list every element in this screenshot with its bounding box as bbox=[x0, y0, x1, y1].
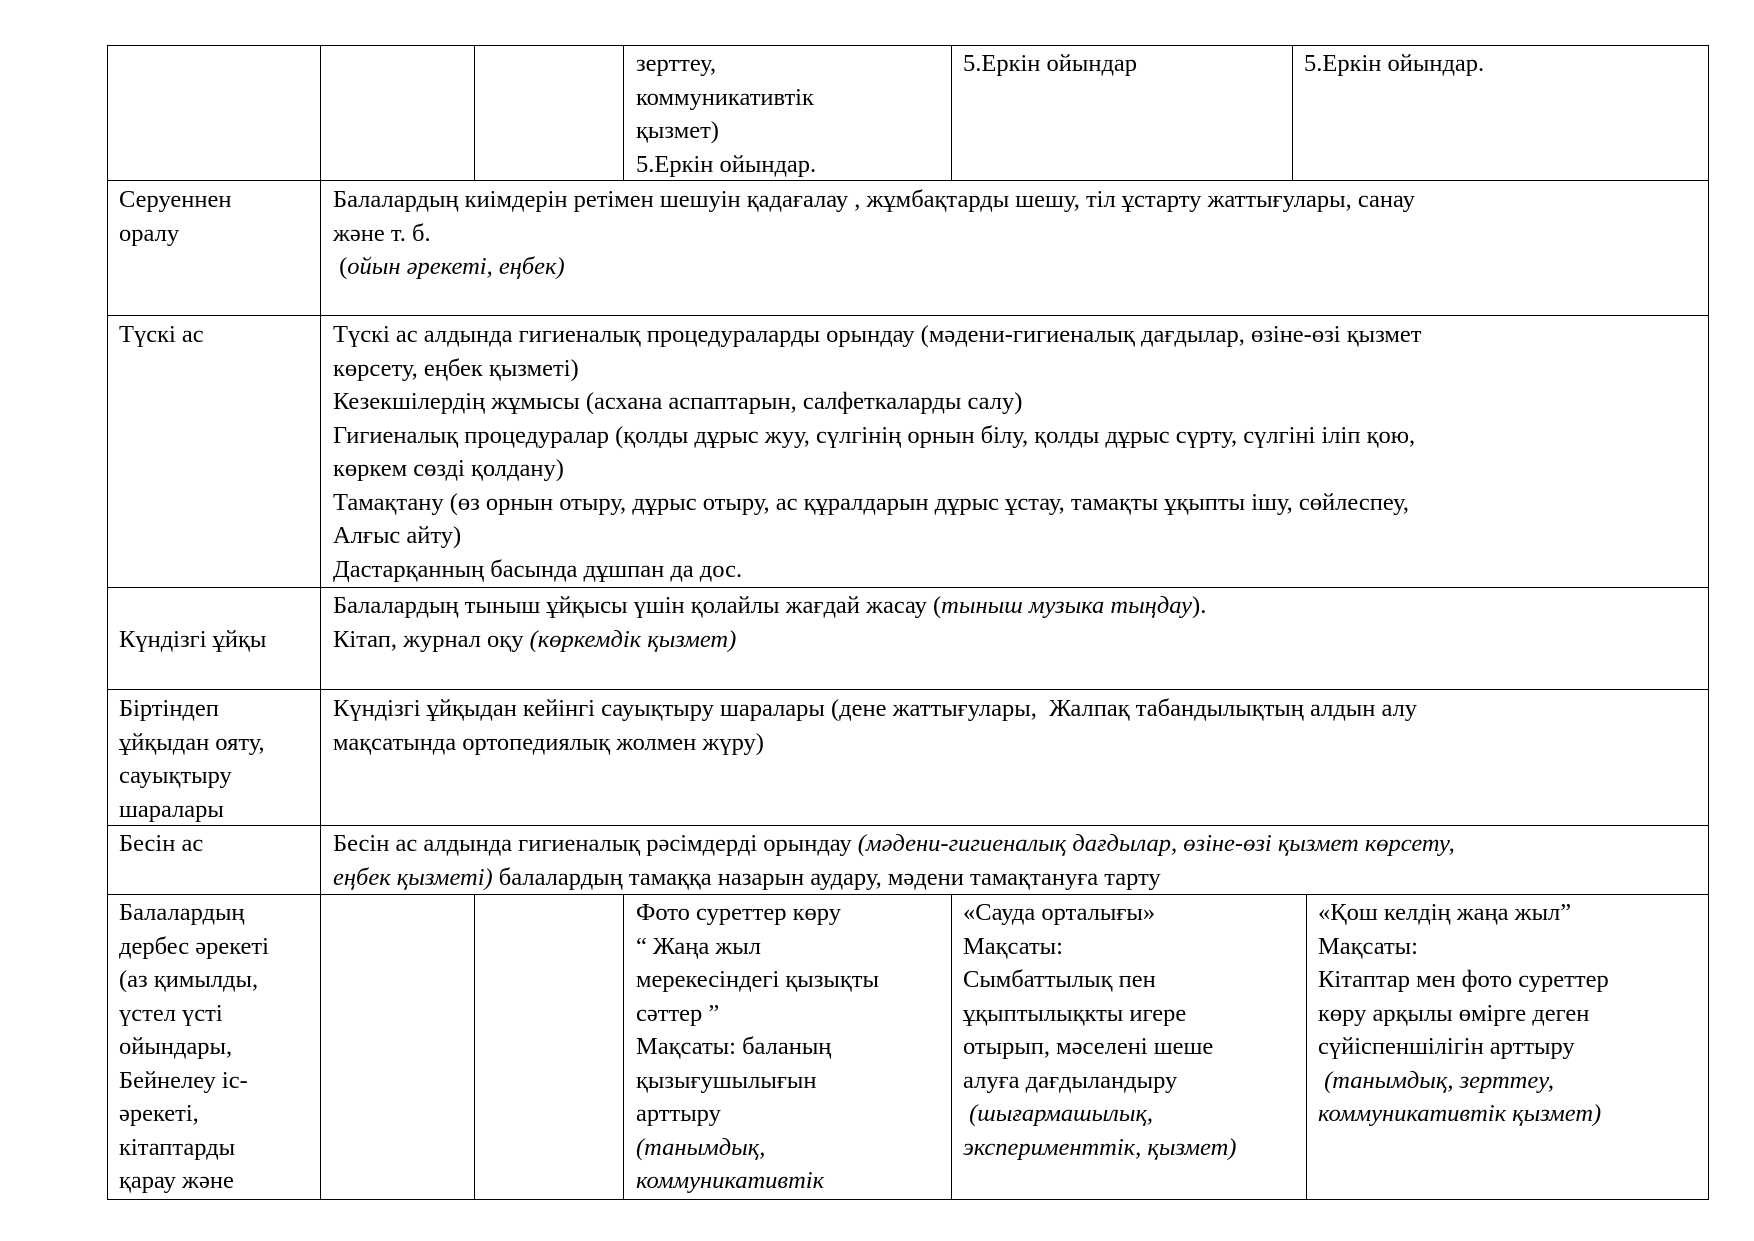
column-divider bbox=[951, 894, 952, 1200]
text-line: көру арқылы өмірге деген bbox=[1318, 999, 1590, 1027]
label-line: әрекеті, bbox=[119, 1100, 199, 1127]
table-border-bottom bbox=[107, 1199, 1709, 1200]
italic-note: эксперименттік, қызмет) bbox=[963, 1133, 1237, 1161]
text-line: Кітаптар мен фото суреттер bbox=[1318, 966, 1609, 993]
text-line: Дастарқанның басында дұшпан да дос. bbox=[333, 555, 743, 583]
text-line bbox=[333, 250, 1415, 284]
text-line: «Сауда орталығы» bbox=[963, 899, 1156, 926]
text-line: арттыру bbox=[636, 1100, 721, 1127]
row-divider bbox=[107, 315, 1709, 316]
text-line: Сымбаттылық пен bbox=[963, 966, 1156, 993]
label-line: Біртіндеп bbox=[119, 695, 219, 722]
text-line: Мақсаты: баланың bbox=[636, 1033, 832, 1060]
italic-note: (танымдық, bbox=[636, 1133, 766, 1161]
label-line: дербес әрекеті bbox=[119, 932, 269, 960]
label-line: қарау және bbox=[119, 1167, 234, 1194]
text-line bbox=[333, 589, 1206, 623]
text-line: Түскі ас алдында гигиеналық процедураларды орындау (мәдени-гигиеналық дағдылар, өзіне-өзі қызмет bbox=[333, 321, 1422, 348]
row-divider bbox=[107, 689, 1709, 690]
column-divider bbox=[320, 45, 321, 1200]
table-border-right bbox=[1708, 45, 1709, 1200]
text-span: ( bbox=[333, 253, 348, 280]
row-label-return-from-walk bbox=[119, 183, 231, 250]
text-span: ). bbox=[1192, 592, 1207, 619]
afternoon-snack-content bbox=[333, 827, 1455, 894]
lunch-content bbox=[333, 318, 1421, 586]
text-line: Фото суреттер көру bbox=[636, 899, 841, 926]
text-line: және т. б. bbox=[333, 219, 431, 247]
text-line: отырып, мәселені шеше bbox=[963, 1033, 1214, 1060]
row-label-afternoon-snack bbox=[119, 827, 203, 861]
italic-note: (танымдық, зерттеу, bbox=[1318, 1066, 1555, 1094]
r0-free-games-cell bbox=[963, 47, 1137, 81]
text-line bbox=[333, 623, 1206, 657]
text-line: Күндізгі ұйқыдан кейінгі сауықтыру шаралары (дене жаттығулары, Жалпақ табандылықтың алдын алу bbox=[333, 695, 1418, 722]
row-label-gradual-wakeup bbox=[119, 692, 265, 826]
new-year-activity-cell bbox=[1318, 896, 1609, 1131]
label-line: оралу bbox=[119, 219, 180, 247]
r0-free-games-cell bbox=[1304, 47, 1484, 81]
text-line: «Қош келдің жаңа жыл” bbox=[1318, 899, 1572, 926]
text-line: Мақсаты: bbox=[963, 932, 1063, 960]
label-line: ойындары, bbox=[119, 1033, 233, 1060]
row-label-independent-activity bbox=[119, 896, 269, 1198]
label-line: Балалардың bbox=[119, 899, 245, 926]
text-line: Балалардың киімдерін ретімен шешуін қадағалау , жұмбақтарды шешу, тіл ұстарту жаттығулары, санау bbox=[333, 186, 1415, 213]
label-line: Күндізгі ұйқы bbox=[119, 626, 267, 653]
text-line: Гигиеналық процедуралар (қолды дұрыс жуу, сүлгінің орнын білу, қолды дұрыс сүрту, сүлгіні іліп қою, bbox=[333, 421, 1416, 449]
italic-note: еңбек қызметі) bbox=[333, 863, 493, 891]
text-line: ұқыптылықкты игере bbox=[963, 999, 1187, 1027]
italic-note: (көркемдік қызмет) bbox=[529, 625, 737, 653]
row-divider bbox=[107, 894, 1709, 895]
text-line: “ Жаңа жыл bbox=[636, 932, 761, 960]
text-line: 5.Еркін ойындар bbox=[963, 50, 1138, 77]
italic-note: коммуникативтік қызмет) bbox=[1318, 1100, 1602, 1127]
day-sleep-content bbox=[333, 589, 1206, 656]
column-divider bbox=[474, 45, 475, 181]
label-line: (аз қимылды, bbox=[119, 966, 259, 993]
label-line: ұйқыдан ояту, bbox=[119, 728, 265, 756]
italic-note: коммуникативтік bbox=[636, 1167, 825, 1194]
label-line: шаралары bbox=[119, 795, 224, 823]
label-line: Бесін ас bbox=[119, 830, 204, 857]
label-line: үстел үсті bbox=[119, 999, 223, 1027]
r0-activity-cell bbox=[636, 47, 816, 181]
text-line: сүйіспеншілігін арттыру bbox=[1318, 1033, 1575, 1060]
shopping-center-activity-cell bbox=[963, 896, 1236, 1164]
text-line: көрсету, еңбек қызметі) bbox=[333, 354, 579, 382]
row-label-lunch bbox=[119, 318, 204, 352]
text-line: қызмет) bbox=[636, 117, 719, 144]
italic-note: (мәдени-гигиеналық дағдылар, өзіне-өзі қызмет көрсету, bbox=[857, 830, 1455, 857]
return-from-walk-content bbox=[333, 183, 1415, 284]
text-line bbox=[333, 861, 1455, 895]
label-line: Бейнелеу іс- bbox=[119, 1066, 248, 1094]
label-line: сауықтыру bbox=[119, 762, 232, 789]
italic-note: тыныш музыка тыңдау bbox=[941, 592, 1193, 619]
text-span: балалардың тамаққа назарын аудару, мәдени тамақтануға тарту bbox=[492, 863, 1161, 891]
text-line: Тамақтану (өз орнын отыру, дұрыс отыру, ас құралдарын дұрыс ұстау, тамақты ұқыпты ішу, сөйлеспеу, bbox=[333, 488, 1410, 516]
text-line: 5.Еркін ойындар. bbox=[636, 150, 817, 178]
text-line: Мақсаты: bbox=[1318, 932, 1418, 960]
column-divider bbox=[951, 45, 952, 181]
text-span: Кітап, журнал оқу bbox=[333, 625, 530, 653]
gradual-wakeup-content bbox=[333, 692, 1417, 759]
text-line: Алғыс айту) bbox=[333, 522, 462, 549]
column-divider bbox=[623, 45, 624, 181]
text-line: Кезекшілердің жұмысы (асхана аспаптарын, салфеткаларды салу) bbox=[333, 388, 1023, 415]
text-line: зерттеу, bbox=[636, 50, 717, 77]
row-divider bbox=[107, 825, 1709, 826]
text-line: көркем сөзді қолдану) bbox=[333, 455, 564, 482]
italic-note: (шығармашылық, bbox=[963, 1100, 1154, 1127]
text-line: мерекесіндегі қызықты bbox=[636, 966, 879, 993]
italic-note: ойын әрекеті, еңбек) bbox=[347, 253, 565, 280]
table-border-top bbox=[107, 45, 1709, 46]
label-line: Серуеннен bbox=[119, 186, 232, 213]
label-line: кітаптарды bbox=[119, 1133, 236, 1161]
text-line: 5.Еркін ойындар. bbox=[1304, 50, 1485, 77]
photo-viewing-activity-cell bbox=[636, 896, 879, 1198]
text-line: мақсатында ортопедиялық жолмен жүру) bbox=[333, 728, 764, 756]
label-line: Түскі ас bbox=[119, 321, 204, 348]
text-line bbox=[333, 827, 1455, 861]
text-line: қызығушылығын bbox=[636, 1066, 817, 1094]
column-divider bbox=[1306, 894, 1307, 1200]
row-divider bbox=[107, 587, 1709, 588]
text-span: Балалардың тыныш ұйқысы үшін қолайлы жағдай жасау ( bbox=[333, 592, 942, 619]
row-label-day-sleep bbox=[119, 623, 266, 657]
table-border-left bbox=[107, 45, 108, 1200]
row-divider bbox=[107, 180, 1709, 181]
column-divider bbox=[623, 894, 624, 1200]
text-line: сәттер ” bbox=[636, 999, 720, 1027]
text-line: алуға дағдыландыру bbox=[963, 1066, 1178, 1094]
column-divider bbox=[474, 894, 475, 1200]
text-span: Бесін ас алдында гигиеналық рәсімдерді орындау bbox=[333, 830, 858, 857]
text-line: коммуникативтік bbox=[636, 83, 814, 111]
column-divider bbox=[1292, 45, 1293, 181]
